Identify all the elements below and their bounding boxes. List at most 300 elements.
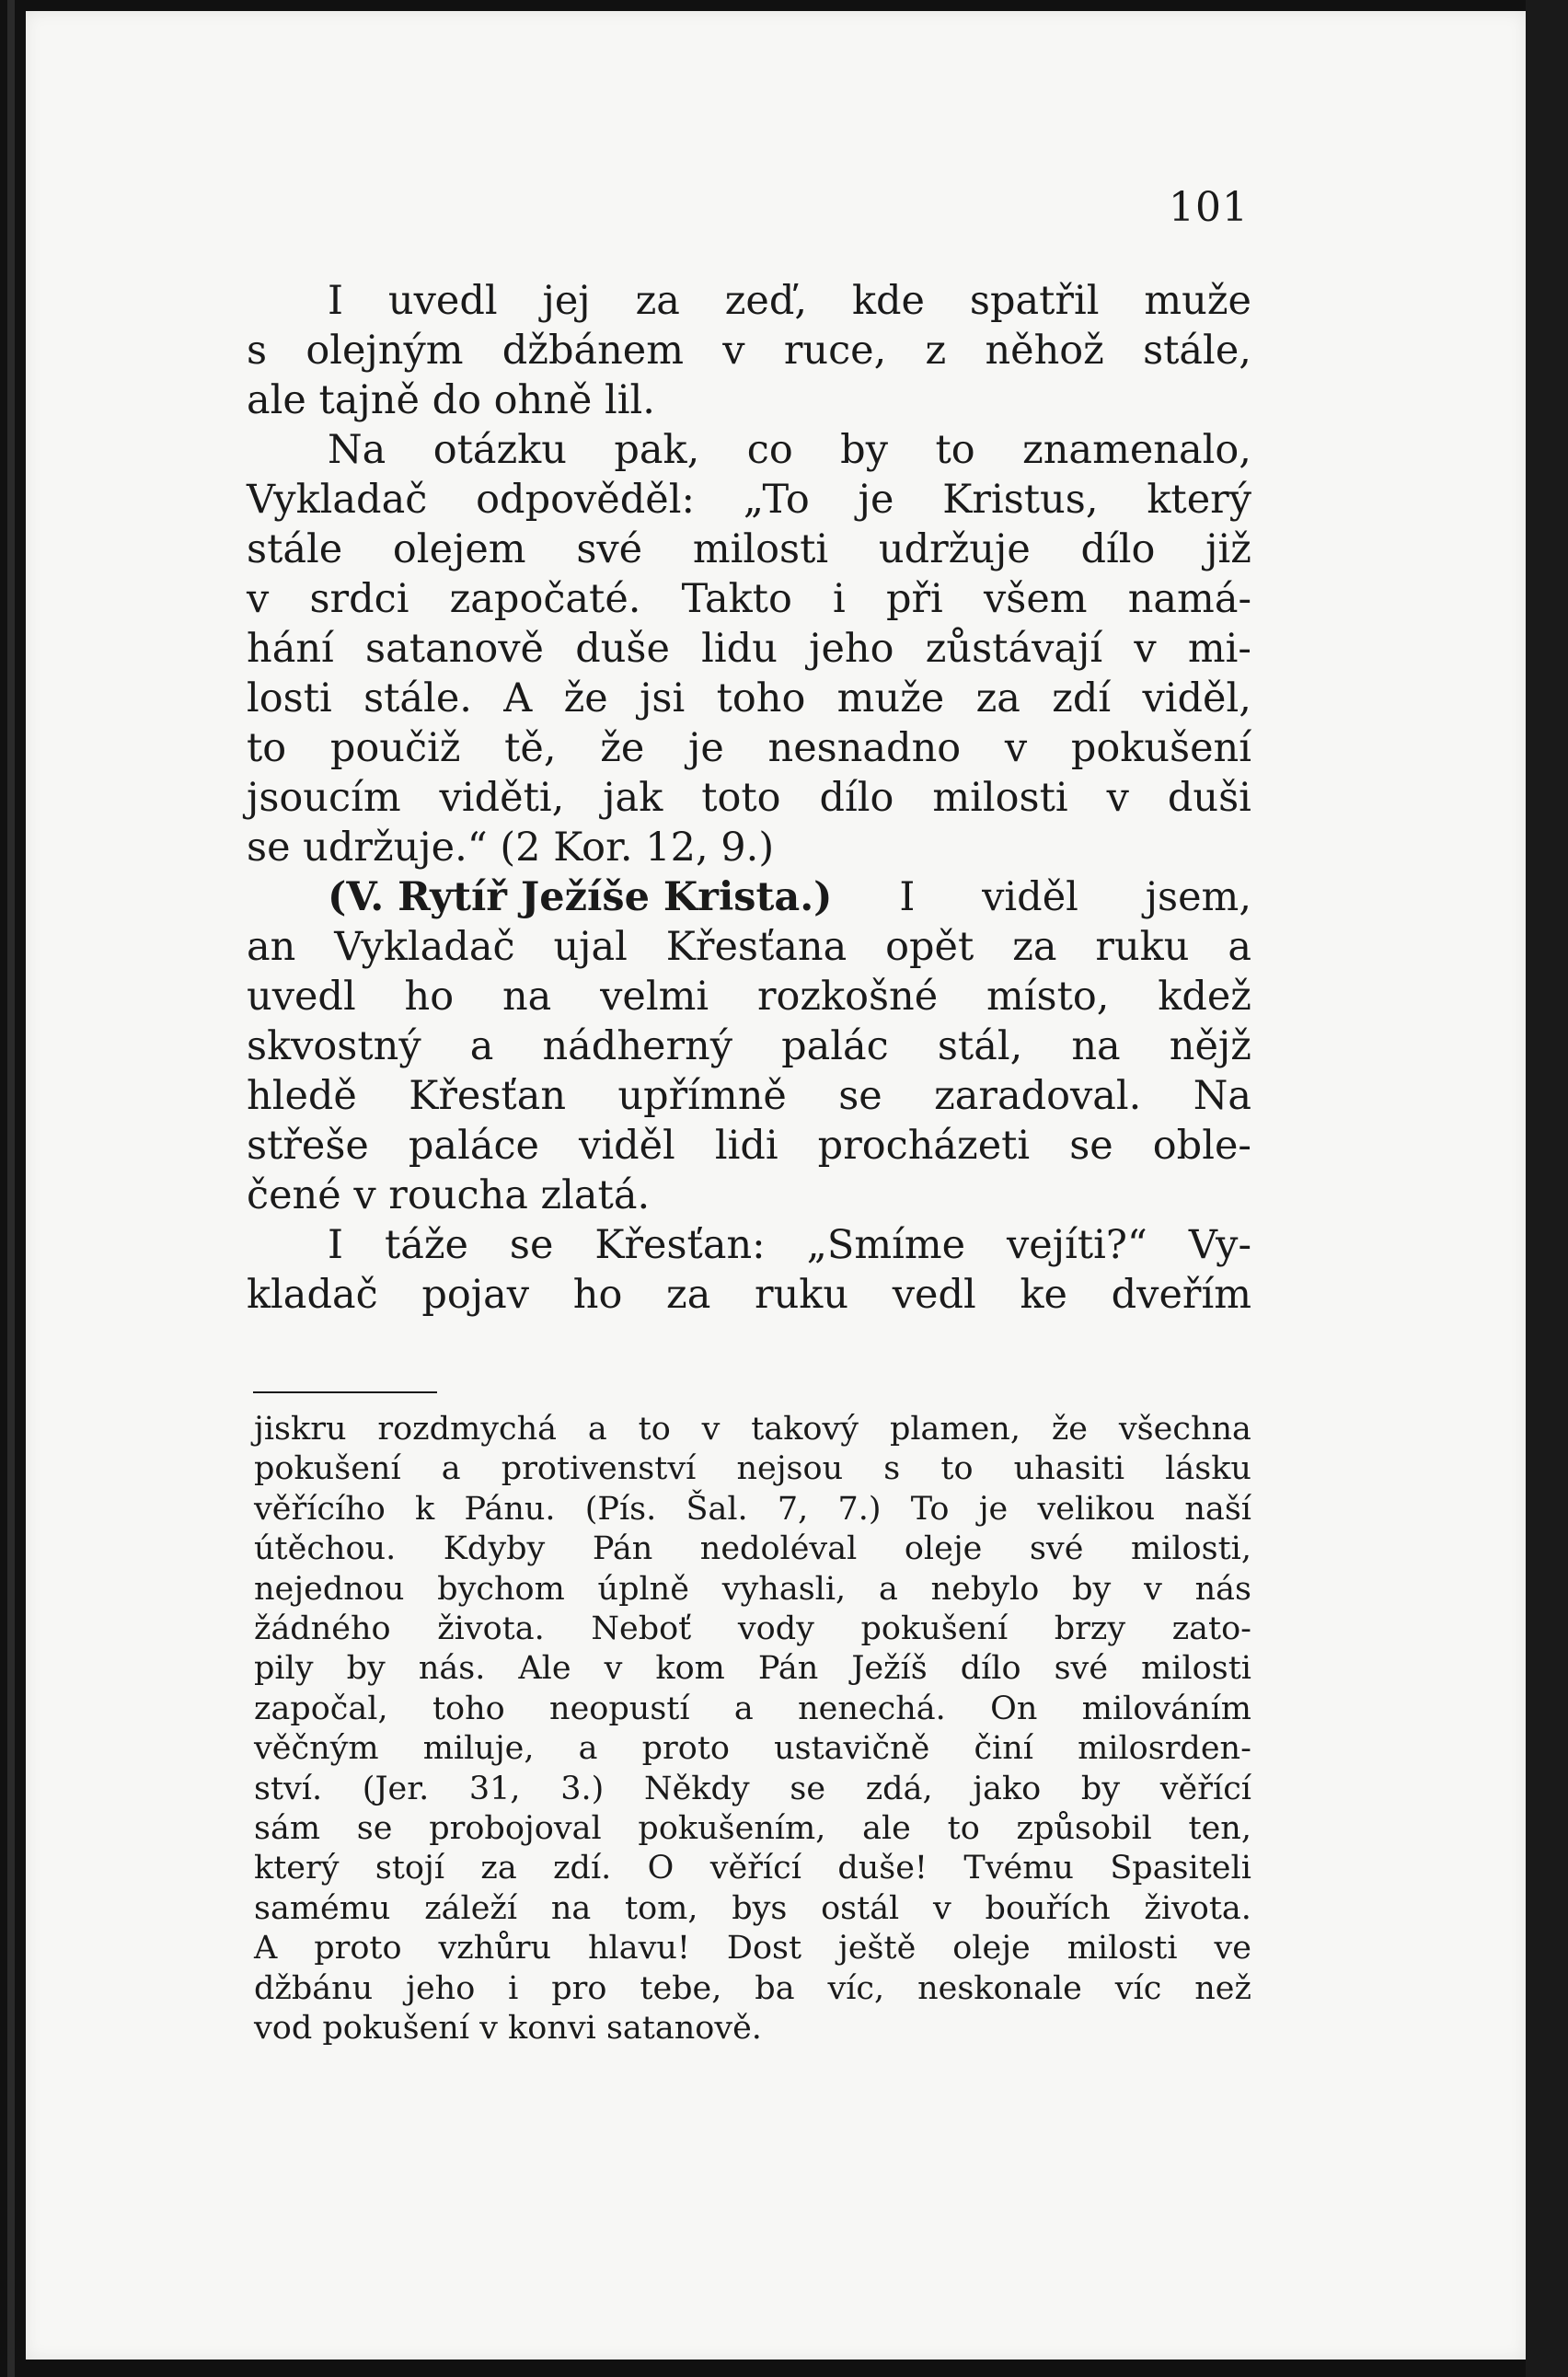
word: probojoval xyxy=(429,1810,602,1848)
footnote-line-text xyxy=(254,1410,1251,1449)
word: džbánem xyxy=(502,328,685,374)
text-line xyxy=(247,972,1251,1021)
word: Křesťan xyxy=(409,1073,567,1119)
word: oleje xyxy=(904,1530,983,1568)
word: Takto xyxy=(681,576,792,622)
word: něhož xyxy=(985,328,1104,374)
word: muže xyxy=(1144,278,1251,324)
word: se xyxy=(838,1073,882,1119)
line-text: se udržuje.“ (2 Kor. 12, 9.) xyxy=(247,825,775,871)
word: tom, xyxy=(625,1889,698,1927)
word: se xyxy=(1069,1123,1113,1169)
word: než xyxy=(1194,1969,1251,2007)
word: viděl xyxy=(579,1123,675,1169)
word: že xyxy=(1051,1411,1089,1448)
word: oble- xyxy=(1152,1123,1251,1169)
footnote-line xyxy=(254,1690,1251,1729)
word: Kdyby xyxy=(443,1530,546,1568)
word: proto xyxy=(314,1930,402,1967)
word: ve xyxy=(1214,1930,1251,1967)
word: všechna xyxy=(1118,1411,1251,1448)
word: viděl xyxy=(982,874,1078,920)
word: Pánu. xyxy=(464,1490,556,1528)
text-line xyxy=(247,1220,1251,1270)
text-line xyxy=(247,574,1251,624)
word: a xyxy=(733,1690,754,1727)
word: oleje xyxy=(952,1930,1031,1967)
word: pokušením, xyxy=(638,1810,826,1848)
word: s xyxy=(247,328,268,374)
word: Ale xyxy=(518,1650,571,1688)
footnote-line-text xyxy=(254,1729,1251,1769)
footnote-line xyxy=(254,1770,1251,1809)
word: na xyxy=(1071,1023,1121,1069)
word: to xyxy=(247,725,287,771)
text-line xyxy=(247,475,1251,525)
word: (Jer. xyxy=(362,1770,430,1807)
main-text xyxy=(247,276,1251,1320)
scan-dark-margin xyxy=(1526,0,1568,2377)
word: kom xyxy=(655,1650,725,1688)
word: i xyxy=(833,576,846,622)
word: lidu xyxy=(701,626,778,672)
word: milováním xyxy=(1081,1690,1251,1727)
word: za xyxy=(635,278,680,324)
word: neopustí xyxy=(549,1690,690,1727)
word: je xyxy=(858,477,894,523)
footnote-line-text xyxy=(254,1490,1251,1529)
word: ruce, xyxy=(783,328,887,374)
word: úplně xyxy=(597,1570,689,1608)
book-binding-edge xyxy=(7,0,15,2377)
word: pojav xyxy=(421,1272,530,1318)
word: losti xyxy=(247,675,332,721)
word: a xyxy=(878,1570,898,1608)
footnote-line-text xyxy=(254,1889,1251,1929)
word: muže xyxy=(836,675,945,721)
line-text: ale tajně do ohně lil. xyxy=(247,377,655,423)
word: uvedl xyxy=(387,278,498,324)
word: opět xyxy=(885,924,974,970)
word: ho xyxy=(404,974,455,1020)
word: hledě xyxy=(247,1073,357,1119)
word: ství. xyxy=(254,1770,323,1807)
word: na xyxy=(550,1889,592,1927)
footnote-line xyxy=(254,1889,1251,1929)
word: věřící xyxy=(709,1850,801,1887)
word: v xyxy=(1106,775,1129,821)
word: zaradoval. xyxy=(934,1073,1142,1119)
footnote-line-text: vod pokušení v konvi satanově. xyxy=(254,2010,762,2048)
word: toho xyxy=(716,675,806,721)
word: ke xyxy=(1020,1272,1067,1318)
word: dílo xyxy=(960,1650,1021,1688)
text-line xyxy=(247,1021,1251,1071)
footnote-line-text xyxy=(254,1929,1251,1968)
word: vedl xyxy=(892,1272,976,1318)
word: velmi xyxy=(600,974,709,1020)
footnote-line-text xyxy=(254,1610,1251,1649)
word: pak, xyxy=(614,427,700,473)
word: milosti xyxy=(932,775,1068,821)
line-text xyxy=(247,326,1251,375)
word: pokušení xyxy=(1070,725,1251,771)
line-text xyxy=(247,773,1251,823)
word: procházeti xyxy=(817,1123,1031,1169)
text-line xyxy=(247,525,1251,574)
word: pily xyxy=(254,1650,314,1688)
word: Spasiteli xyxy=(1110,1850,1251,1887)
footnote-separator xyxy=(253,1391,437,1393)
text-line xyxy=(247,872,1251,922)
word: by xyxy=(840,427,888,473)
word: jej xyxy=(542,278,591,324)
word: v xyxy=(701,1411,721,1448)
word: nejednou xyxy=(254,1570,405,1608)
line-text xyxy=(247,525,1251,574)
word: pro xyxy=(551,1969,607,2007)
word: a xyxy=(578,1730,598,1768)
word: tebe, xyxy=(640,1969,722,2007)
word: a xyxy=(587,1411,607,1448)
word: On xyxy=(990,1690,1038,1727)
footnote-line-text xyxy=(254,1529,1251,1569)
word: namá- xyxy=(1127,576,1251,622)
word: jsem, xyxy=(1145,874,1251,920)
word: střeše xyxy=(247,1123,369,1169)
word: Vykladač xyxy=(247,477,428,523)
word: své xyxy=(1054,1650,1109,1688)
text-line xyxy=(247,276,1251,326)
line-text xyxy=(247,1021,1251,1071)
word: to xyxy=(935,427,975,473)
footnote-line xyxy=(254,1449,1251,1489)
word: jsoucím xyxy=(247,775,401,821)
word: nesnadno xyxy=(767,725,962,771)
word: vejíti?“ xyxy=(1007,1222,1147,1268)
word: milosti xyxy=(1066,1930,1178,1967)
text-line xyxy=(247,1121,1251,1171)
word: rozdmychá xyxy=(377,1411,557,1448)
word: olejným xyxy=(306,328,464,374)
word: viděl, xyxy=(1142,675,1251,721)
word: pokušení xyxy=(254,1450,401,1488)
word: v xyxy=(604,1650,623,1688)
line-text xyxy=(328,1220,1251,1270)
word: odpověděl: xyxy=(476,477,695,523)
text-line xyxy=(247,624,1251,674)
word: jeho xyxy=(809,626,894,672)
word: samému xyxy=(254,1889,391,1927)
line-text xyxy=(247,475,1251,525)
word: lidi xyxy=(714,1123,778,1169)
word: spatřil xyxy=(969,278,1100,324)
page-number: 101 xyxy=(1169,184,1249,231)
word: nejsou xyxy=(736,1450,844,1488)
word: ba xyxy=(755,1969,795,2007)
word: v xyxy=(933,1889,951,1927)
word: miluje, xyxy=(422,1730,535,1768)
footnote-line xyxy=(254,1610,1251,1649)
word: bouřích xyxy=(985,1889,1111,1927)
word: hání xyxy=(247,626,334,672)
line-text xyxy=(247,1270,1251,1320)
word: je xyxy=(688,725,724,771)
word: lásku xyxy=(1165,1450,1251,1488)
word: jak xyxy=(603,775,663,821)
word: nádherný xyxy=(542,1023,733,1069)
word: který xyxy=(254,1850,340,1887)
word: započaté. xyxy=(449,576,641,622)
word: života. xyxy=(1144,1889,1251,1927)
word: skvostný xyxy=(247,1023,421,1069)
word: takový xyxy=(751,1411,859,1448)
word: Neboť xyxy=(591,1610,692,1648)
footnote-line xyxy=(254,1849,1251,1888)
word: dveřím xyxy=(1111,1272,1251,1318)
word: proto xyxy=(641,1730,730,1768)
word: upřímně xyxy=(617,1073,787,1119)
word: se xyxy=(356,1810,393,1848)
word: záleží xyxy=(424,1889,518,1927)
word: Na xyxy=(1193,1073,1251,1119)
word: nebylo xyxy=(930,1570,1040,1608)
word: Na xyxy=(328,427,386,473)
text-line xyxy=(247,773,1251,823)
word: olejem xyxy=(392,526,526,572)
word: mi- xyxy=(1187,626,1251,672)
word: vyhasli, xyxy=(721,1570,847,1608)
footnote-line-text xyxy=(254,1809,1251,1849)
word: poučiž xyxy=(329,725,461,771)
word: O xyxy=(647,1850,674,1887)
word: táže xyxy=(384,1222,468,1268)
word: uvedl xyxy=(247,974,356,1020)
word: věčným xyxy=(254,1730,379,1768)
word: že xyxy=(600,725,645,771)
word: rozkošné xyxy=(756,974,939,1020)
word: z xyxy=(925,328,947,374)
word: kdež xyxy=(1158,974,1251,1020)
word: s xyxy=(883,1450,901,1488)
word: všem xyxy=(983,576,1088,622)
line-text xyxy=(247,574,1251,624)
footnote-line xyxy=(254,1729,1251,1769)
footnote-line xyxy=(254,2009,1251,2048)
word: velikou xyxy=(1037,1490,1156,1528)
word: nedoléval xyxy=(699,1530,858,1568)
word: který xyxy=(1147,477,1251,523)
word: 3.) xyxy=(560,1770,605,1807)
word: satanově xyxy=(365,626,544,672)
text-line xyxy=(247,823,1251,872)
word: co xyxy=(746,427,793,473)
word: za xyxy=(1012,924,1057,970)
word: milosti xyxy=(1141,1650,1251,1688)
word: zdí. xyxy=(553,1850,612,1887)
word: otázku xyxy=(432,427,567,473)
word: an xyxy=(247,924,296,970)
word: ruku xyxy=(1095,924,1190,970)
word: jiskru xyxy=(254,1411,347,1448)
word: viděti, xyxy=(439,775,565,821)
footnote-line xyxy=(254,1809,1251,1849)
word: by xyxy=(346,1650,386,1688)
word: palác xyxy=(781,1023,889,1069)
word: 7, xyxy=(777,1490,809,1528)
line-text xyxy=(247,674,1251,723)
word: duše xyxy=(575,626,670,672)
word: duše! xyxy=(837,1850,928,1887)
word: ostál xyxy=(821,1889,900,1927)
word: zeď, xyxy=(724,278,808,324)
word: útěchou. xyxy=(254,1530,397,1568)
footnote-line xyxy=(254,1490,1251,1529)
footnote-line-text xyxy=(254,1969,1251,2009)
section-heading: (V. Rytíř Ježíše Krista.) xyxy=(328,874,833,920)
word: víc, xyxy=(827,1969,885,2007)
word: stojí xyxy=(375,1850,445,1887)
word: Křesťana xyxy=(665,924,847,970)
word: srdci xyxy=(309,576,409,622)
text-line xyxy=(247,1071,1251,1121)
word: Dost xyxy=(726,1930,802,1967)
word: stále, xyxy=(1143,328,1251,374)
word: Pán xyxy=(757,1650,819,1688)
word: Tvému xyxy=(963,1850,1074,1887)
footnote-line xyxy=(254,1649,1251,1689)
line-text xyxy=(247,922,1251,972)
word: pokušení xyxy=(860,1610,1009,1648)
word: dílo xyxy=(1080,526,1156,572)
word: toto xyxy=(701,775,781,821)
word: stále xyxy=(247,526,343,572)
line-text xyxy=(247,723,1251,773)
word: a xyxy=(469,1023,494,1069)
word: se xyxy=(509,1222,554,1268)
word: je xyxy=(978,1490,1009,1528)
word: se xyxy=(790,1770,826,1807)
word: kladač xyxy=(247,1272,378,1318)
footnote-line xyxy=(254,1529,1251,1569)
word: toho xyxy=(432,1690,505,1727)
word: v xyxy=(1004,725,1028,771)
footnote-line-text xyxy=(254,1449,1251,1489)
word: brzy xyxy=(1054,1610,1126,1648)
word: Vy- xyxy=(1188,1222,1251,1268)
word: Vykladač xyxy=(334,924,515,970)
word: to xyxy=(638,1411,671,1448)
word: vody xyxy=(737,1610,814,1648)
word: života. xyxy=(437,1610,545,1648)
word: ujal xyxy=(553,924,628,970)
word: ten, xyxy=(1188,1810,1251,1848)
word: Někdy xyxy=(643,1770,750,1807)
word: zdí xyxy=(1052,675,1112,721)
word: ustavičně xyxy=(774,1730,930,1768)
word: činí xyxy=(974,1730,1033,1768)
word: jeho xyxy=(406,1969,476,2007)
word: A xyxy=(503,675,533,721)
footnote-line-text xyxy=(254,1690,1251,1729)
word: zůstávají xyxy=(925,626,1103,672)
word: zdá, xyxy=(865,1770,933,1807)
footnote-line xyxy=(254,1929,1251,1968)
word: I xyxy=(328,1222,343,1268)
word: nás. xyxy=(418,1650,486,1688)
word: započal, xyxy=(254,1690,388,1727)
word: protivenství xyxy=(501,1450,697,1488)
word: nás xyxy=(1194,1570,1251,1608)
word: věřícího xyxy=(254,1490,386,1528)
word: již xyxy=(1205,526,1251,572)
word: duši xyxy=(1167,775,1251,821)
word: kde xyxy=(851,278,925,324)
word: místo, xyxy=(986,974,1110,1020)
word: bychom xyxy=(437,1570,565,1608)
word: 7.) xyxy=(837,1490,882,1528)
word: by xyxy=(1080,1770,1121,1807)
word: by xyxy=(1072,1570,1112,1608)
word: nějž xyxy=(1169,1023,1251,1069)
word: sám xyxy=(254,1810,321,1848)
word: vzhůru xyxy=(438,1930,552,1967)
word: jako xyxy=(973,1770,1042,1807)
word: milosti, xyxy=(1130,1530,1251,1568)
word: plamen, xyxy=(889,1411,1020,1448)
word: ale xyxy=(862,1810,911,1848)
word: na xyxy=(502,974,552,1020)
line-text xyxy=(247,972,1251,1021)
word: ho xyxy=(572,1272,623,1318)
word: Křesťan: xyxy=(594,1222,766,1268)
word: víc xyxy=(1114,1969,1162,2007)
word: tě, xyxy=(504,725,557,771)
text-line xyxy=(247,723,1251,773)
word: I xyxy=(899,874,916,920)
word: znamenalo, xyxy=(1022,427,1251,473)
word: za xyxy=(480,1850,517,1887)
word: své xyxy=(576,526,643,572)
footnote-line-text xyxy=(254,1849,1251,1888)
word: stále. xyxy=(363,675,472,721)
word: a xyxy=(441,1450,461,1488)
word: a xyxy=(1228,924,1251,970)
word: (Pís. xyxy=(584,1490,657,1528)
word: dílo xyxy=(819,775,894,821)
line-text xyxy=(247,1121,1251,1171)
word: za xyxy=(666,1272,711,1318)
word: ještě xyxy=(837,1930,917,1967)
word: udržuje xyxy=(878,526,1031,572)
word: neskonale xyxy=(917,1969,1082,2007)
word: zato- xyxy=(1171,1610,1251,1648)
word: milosti xyxy=(692,526,829,572)
text-line xyxy=(247,1270,1251,1320)
word: bys xyxy=(732,1889,788,1927)
text-line xyxy=(247,922,1251,972)
text-line xyxy=(247,375,1251,425)
word: při xyxy=(885,576,943,622)
line-text xyxy=(247,1071,1251,1121)
word: nenechá. xyxy=(798,1690,946,1727)
word: své xyxy=(1029,1530,1084,1568)
footnote-text xyxy=(254,1410,1251,2049)
word: To xyxy=(910,1490,950,1528)
footnote-line-text xyxy=(254,1570,1251,1610)
word: i xyxy=(508,1969,519,2007)
word: džbánu xyxy=(254,1969,374,2007)
